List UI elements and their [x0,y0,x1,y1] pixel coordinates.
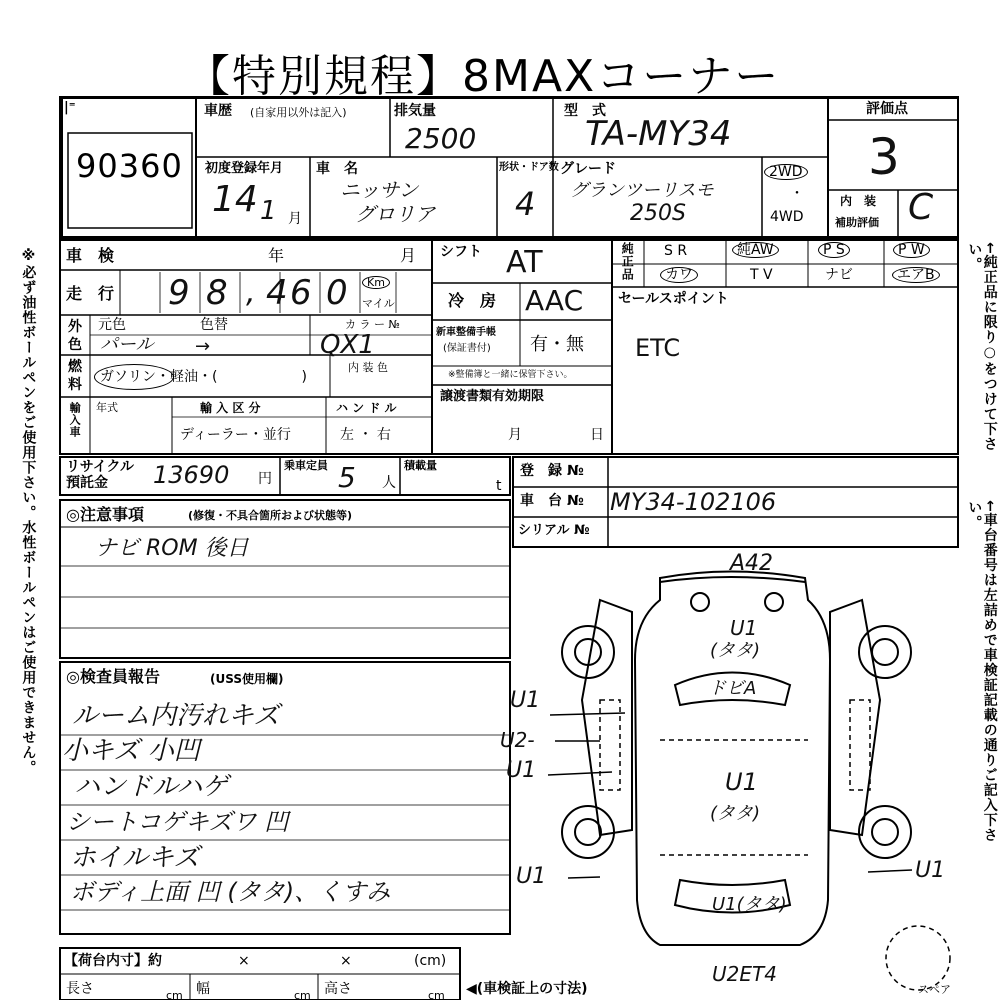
diagram-left4: U1 [516,864,547,889]
option-ps: P S [818,242,850,258]
mileage-digit-3: 4 [266,273,288,313]
load-label: 積載量 [404,459,437,472]
maintenance-value: 有・無 [530,334,584,355]
option-pw: P W [893,242,930,258]
serial-label: シリアル № [518,523,590,538]
dims-length-unit: cm [166,989,183,1000]
drive-2wd: 2WD [764,164,808,180]
dims-width-unit: cm [294,989,311,1000]
dims-width: 幅 [196,981,210,997]
inspector-line4: シートコゲキズワ 凹 [66,808,289,836]
cargo-x1: × [238,953,250,969]
color-change-label: 色替 [200,317,228,333]
interior-color-label: 内 装 色 [348,361,388,374]
capacity-label: 乗車定員 [284,459,328,472]
diagram-rear: U2ET4 [712,962,777,986]
recycle-value: 13690 [153,461,230,489]
lot-mark: |⁼ [64,100,76,115]
chassis-value: MY34-102106 [610,488,777,516]
inspector-line1: ルーム内汚れキズ [72,701,280,731]
option-sr: S R [664,243,688,259]
inspector-line2: 小キズ 小凹 [62,736,200,766]
page-title: 【特別規程】8MAXコーナー [186,51,781,102]
maintenance-label1: 新車整備手帳 [436,327,496,338]
mileage-digit-4: 6 [290,273,312,313]
transfer-label: 譲渡書類有効期限 [440,389,545,404]
color-label2: 色 [68,337,82,353]
inspection-month: 月 [400,246,417,265]
maintenance-note: ※整備簿と一緒に保管下さい。 [448,370,573,380]
grade-score-value: 3 [868,128,900,186]
notes-line1: ナビ ROM 後日 [95,536,249,561]
diagram-roof: U1 [725,768,758,796]
side-note-right1: ←純正品に限り○をつけて下さい。 [966,242,998,452]
import-category-value: ディーラー・並行 [180,427,291,443]
history-note: (自家用以外は記入) [250,106,347,119]
car-name-line1: ニッサン [340,178,419,202]
fuel-options: ガソリン・軽油・( ) [100,369,307,385]
recycle-label2: 預託金 [66,475,108,491]
diagram-spare: スペア [918,983,951,996]
model-type-label: 型 式 [564,103,606,119]
fuel-label2: 料 [68,377,82,393]
maintenance-label2: (保証書付) [443,343,491,354]
inspector-line3: ハンドルハゲ [74,772,229,802]
sales-point-label: セールスポイント [618,291,729,307]
cargo-x2: × [340,953,352,969]
first-reg-month-unit: 月 [288,211,302,227]
options-label: 純正品 [620,242,635,281]
inspection-label: 車 検 [66,246,115,265]
registration-label: 登 録 № [520,463,584,479]
color-label1: 外 [68,319,82,335]
notes-note: (修復・不具合箇所および状態等) [188,509,353,522]
first-reg-label: 初度登録年月 [205,161,284,176]
capacity-unit: 人 [382,475,396,491]
car-name-label: 車 名 [316,161,358,177]
color-orig-value: パール [100,334,154,355]
cargo-unit: (cm) [414,953,447,969]
mileage-unit-km: Km [362,276,390,289]
mileage-comma: , [246,275,256,310]
load-unit: t [496,478,502,494]
interior-label2: 補助評価 [835,216,879,229]
diagram-hood-sub: (タタ) [710,640,761,661]
diagram-trunk: U1(タタ) [712,894,787,915]
drive-4wd: 4WD [770,209,804,225]
import-handle-label: ハ ン ド ル [336,401,397,415]
fuel-circle-mark [94,364,174,390]
doors-value: 4 [515,185,536,223]
color-orig-label: 元色 [98,317,126,333]
color-change-value: → [195,336,211,357]
first-reg-year: 14 [212,179,258,220]
inspector-line6: ボディ上面 凹 (タタ)、くすみ [70,878,391,906]
aircon-value: AAC [525,284,584,317]
inspector-label: ◎検査員報告 [66,667,160,686]
color-code-label: カ ラ ー № [345,318,400,331]
diagram-left3: U1 [506,758,537,783]
aircon-label: 冷 房 [448,291,497,310]
mileage-digit-1: 9 [168,273,190,313]
capacity-value: 5 [338,461,356,494]
history-label: 車歴 [204,103,232,119]
import-handle-value: 左 ・ 右 [340,427,391,443]
mileage-unit-mile: マイル [362,297,395,310]
side-note-left: ※必ず油性ボールペンをご使用下さい。水性ボールペンはご使用できません。 [20,248,37,775]
dims-height-unit: cm [428,989,445,1000]
lot-number: 90360 [76,147,183,185]
import-label: 輸入車 [68,402,82,438]
dims-note: ◀(車検証上の寸法) [466,981,588,997]
interior-label1: 内 装 [840,194,877,208]
sales-point-value: ETC [635,334,681,362]
diagram-left1: U1 [510,688,541,713]
option-leather: カワ [660,267,698,283]
notes-label: ◎注意事項 [66,505,144,524]
shift-label: シフト [440,244,482,260]
chassis-label: 車 台 № [520,493,584,509]
diagram-front: A42 [730,551,774,576]
transfer-month: 月 [508,427,522,443]
color-code-value: QX1 [320,330,375,360]
inspection-year: 年 [268,246,285,265]
grade-line2: 250S [630,201,686,226]
side-note-right2: ←車台番号は左詰めで車検証記載の通りご記入下さい。 [966,500,998,843]
mileage-digit-2: 8 [206,273,228,313]
import-category-label: 輸 入 区 分 [200,401,261,415]
option-aw: 純AW [732,242,779,258]
model-type-value: TA-MY34 [585,114,732,154]
drive-dot: ・ [790,186,804,202]
interior-value: C [908,187,934,228]
grade-score-label: 評価点 [866,101,908,117]
inspector-note: (USS使用欄) [210,672,284,686]
dims-length: 長さ [66,981,94,997]
cargo-label: 【荷台内寸】約 [64,953,162,969]
doors-label: 形状・ドア数 [499,162,559,173]
first-reg-month: 1 [260,196,277,226]
import-year: 年式 [96,401,118,414]
recycle-label1: リサイクル [66,459,135,475]
mileage-digit-5: 0 [326,273,348,313]
inspector-line5: ホイルキズ [70,843,200,873]
fuel-label1: 燃 [68,359,82,375]
grade-line1: グランツーリスモ [570,180,714,201]
car-name-line2: グロリア [355,202,435,226]
recycle-unit: 円 [258,471,272,487]
shift-value: AT [506,245,543,280]
diagram-hood: U1 [730,616,758,640]
option-navi: ナビ [825,267,853,283]
diagram-left2: U2- [500,728,535,752]
displacement-value: 2500 [405,122,477,155]
displacement-label: 排気量 [394,103,436,119]
diagram-windshield: ドビA [708,678,757,699]
option-airbag: エアB [892,267,940,283]
diagram-roof-sub: (タタ) [710,803,761,824]
grade-label: グレード [560,161,616,177]
transfer-day: 日 [590,427,604,443]
diagram-right1: U1 [915,858,946,883]
mileage-label: 走 行 [66,284,115,303]
dims-height: 高さ [324,981,352,997]
option-tv: T V [750,267,773,283]
